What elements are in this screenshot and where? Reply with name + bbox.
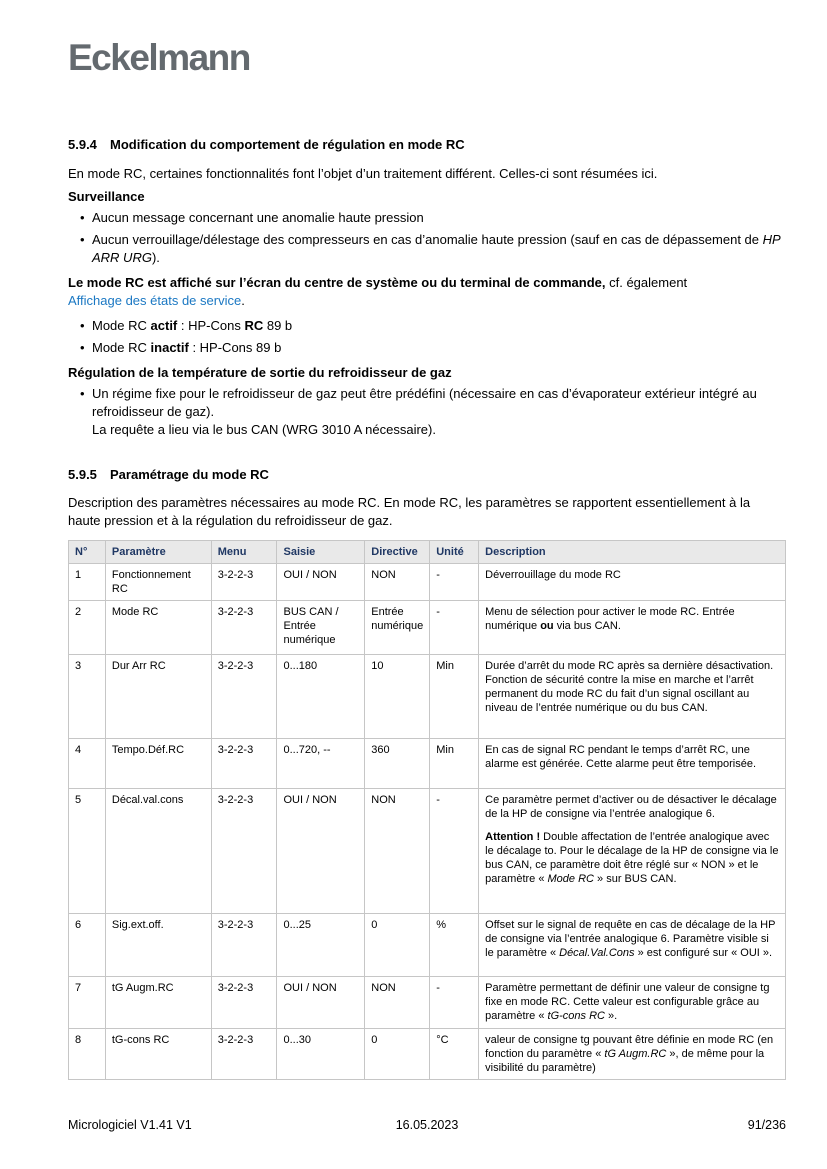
surveillance-list xyxy=(68,209,786,267)
section-594-heading xyxy=(68,136,786,154)
mode-rc-list xyxy=(68,317,786,357)
table-row xyxy=(69,789,786,914)
cell-param: tG-cons RC xyxy=(105,1029,211,1080)
cell-directive: Entrée numérique xyxy=(365,601,430,655)
cell-saisie: OUI / NON xyxy=(277,789,365,914)
bullet-text: Mode RC actif : HP-Cons RC 89 b xyxy=(92,318,293,333)
affichage-etats-service-link[interactable]: Affichage des états de service xyxy=(68,293,242,308)
cell-menu: 3-2-2-3 xyxy=(211,655,277,739)
column-header: Unité xyxy=(430,541,479,564)
description-paragraph: Déverrouillage du mode RC xyxy=(485,569,621,581)
cell-unite: Min xyxy=(430,655,479,739)
list-item xyxy=(68,317,786,335)
cell-description xyxy=(479,914,786,977)
cell-description xyxy=(479,977,786,1029)
regulation-heading: Régulation de la température de sortie du refroidisseur de gaz xyxy=(68,365,452,380)
list-item xyxy=(68,231,786,267)
section-594-intro: En mode RC, certaines fonctionnalités font l’objet d’un traitement différent. Celles-ci sont résumées ici. xyxy=(68,166,658,181)
description-paragraph: Durée d’arrêt du mode RC après sa dernière désactivation. Fonction de sécurité contre la mise en marche et l’arrêt permanent du mode RC du fait d’un signal oscillant au niveau de l’entrée numérique ou du bus CAN. xyxy=(485,660,774,714)
cell-num: 5 xyxy=(69,789,106,914)
table-row xyxy=(69,564,786,601)
description-paragraph: Ce paramètre permet d’activer ou de désactiver le décalage de la HP de consigne via l’entrée analogique 6. xyxy=(485,794,777,820)
rc-display-paragraph xyxy=(68,274,786,310)
eckelmann-logo: Eckelmann xyxy=(68,37,250,78)
footer-firmware-version: Micrologiciel V1.41 V1 xyxy=(68,1118,192,1132)
cell-menu: 3-2-2-3 xyxy=(211,739,277,789)
cell-directive: 0 xyxy=(365,1029,430,1080)
cell-num: 6 xyxy=(69,914,106,977)
description-paragraph: Attention ! Double affectation de l’entrée analogique avec le décalage to. Pour le décalage de la HP de consigne via le bus CAN, ce paramètre doit être réglé sur « NON » et le paramètre « Mode RC » sur BUS CAN. xyxy=(485,831,779,885)
cell-menu: 3-2-2-3 xyxy=(211,601,277,655)
cell-unite: - xyxy=(430,789,479,914)
bullet-text: Aucun message concernant une anomalie haute pression xyxy=(92,210,424,225)
page-content xyxy=(68,0,786,1080)
cell-description xyxy=(479,739,786,789)
display-line: Le mode RC est affiché sur l’écran du centre de système ou du terminal de commande, cf. également xyxy=(68,275,688,290)
cell-param: Tempo.Déf.RC xyxy=(105,739,211,789)
cell-menu: 3-2-2-3 xyxy=(211,789,277,914)
header-row xyxy=(69,541,786,564)
bullet-text: La requête a lieu via le bus CAN (WRG 3010 A nécessaire). xyxy=(92,422,436,437)
cell-directive: NON xyxy=(365,977,430,1029)
page-footer xyxy=(68,1118,786,1138)
cell-unite: - xyxy=(430,977,479,1029)
section-title: Paramétrage du mode RC xyxy=(110,467,269,482)
table-row xyxy=(69,914,786,977)
cell-saisie: 0...30 xyxy=(277,1029,365,1080)
cell-menu: 3-2-2-3 xyxy=(211,564,277,601)
list-item xyxy=(68,385,786,439)
table-header xyxy=(69,541,786,564)
cell-num: 2 xyxy=(69,601,106,655)
section-595-heading xyxy=(68,466,786,484)
cell-param: Fonctionnement RC xyxy=(105,564,211,601)
section-title: Modification du comportement de régulation en mode RC xyxy=(110,137,465,152)
cell-saisie: BUS CAN / Entrée numérique xyxy=(277,601,365,655)
section-number: 5.9.5 xyxy=(68,467,97,482)
cell-unite: % xyxy=(430,914,479,977)
description-paragraph: Paramètre permettant de définir une valeur de consigne tg fixe en mode RC. Cette valeur est configurable grâce au paramètre « tG-cons RC ». xyxy=(485,982,770,1022)
description-paragraph: Menu de sélection pour activer le mode RC. Entrée numérique ou via bus CAN. xyxy=(485,606,735,632)
section-595-intro: Description des paramètres nécessaires au mode RC. En mode RC, les paramètres se rapportent essentiellement à la haute pression et à la régulation du refroidisseur de gaz. xyxy=(68,495,751,528)
cell-param: Décal.val.cons xyxy=(105,789,211,914)
column-header: Description xyxy=(479,541,786,564)
bullet-text: Aucun verrouillage/délestage des compresseurs en cas d’anomalie haute pression (sauf en cas de dépassement de HP ARR URG). xyxy=(92,232,781,265)
column-header: Saisie xyxy=(277,541,365,564)
cell-unite: °C xyxy=(430,1029,479,1080)
cell-saisie: 0...25 xyxy=(277,914,365,977)
table-row xyxy=(69,601,786,655)
column-header: Paramètre xyxy=(105,541,211,564)
description-paragraph: Offset sur le signal de requête en cas de décalage de la HP de consigne via l’entrée analogique 6. Paramètre visible si le paramètre « Décal.Val.Cons » est configuré sur « OUI ». xyxy=(485,919,776,959)
cell-unite: - xyxy=(430,564,479,601)
table-row xyxy=(69,655,786,739)
cell-saisie: 0...720, -- xyxy=(277,739,365,789)
cell-num: 7 xyxy=(69,977,106,1029)
cell-saisie: OUI / NON xyxy=(277,977,365,1029)
cell-saisie: OUI / NON xyxy=(277,564,365,601)
surveillance-heading: Surveillance xyxy=(68,189,145,204)
footer-page-number: 91/236 xyxy=(747,1118,786,1132)
column-header: Menu xyxy=(211,541,277,564)
list-item xyxy=(68,339,786,357)
bullet-text: • Un régime fixe pour le refroidisseur de gaz peut être prédéfini (nécessaire en cas d’évaporateur extérieur intégré au refroidisseur de gaz). xyxy=(92,386,757,419)
cell-param: tG Augm.RC xyxy=(105,977,211,1029)
table-row xyxy=(69,739,786,789)
column-header: N° xyxy=(69,541,106,564)
cell-param: Sig.ext.off. xyxy=(105,914,211,977)
column-header: Directive xyxy=(365,541,430,564)
cell-unite: - xyxy=(430,601,479,655)
link-suffix: . xyxy=(241,293,245,308)
cell-menu: 3-2-2-3 xyxy=(211,977,277,1029)
cell-menu: 3-2-2-3 xyxy=(211,914,277,977)
cell-description xyxy=(479,789,786,914)
cell-num: 3 xyxy=(69,655,106,739)
cell-description xyxy=(479,564,786,601)
cell-param: Mode RC xyxy=(105,601,211,655)
section-number: 5.9.4 xyxy=(68,137,97,152)
cell-directive: 10 xyxy=(365,655,430,739)
cell-num: 8 xyxy=(69,1029,106,1080)
table-body xyxy=(69,564,786,1080)
parameters-table xyxy=(68,540,786,1080)
description-paragraph: En cas de signal RC pendant le temps d’arrêt RC, une alarme est générée. Cette alarme peut être temporisée. xyxy=(485,744,757,770)
cell-directive: 0 xyxy=(365,914,430,977)
cell-description xyxy=(479,655,786,739)
footer-date: 16.05.2023 xyxy=(395,1118,459,1132)
cell-description xyxy=(479,1029,786,1080)
cell-saisie: 0...180 xyxy=(277,655,365,739)
cell-num: 4 xyxy=(69,739,106,789)
table-row xyxy=(69,977,786,1029)
cell-menu: 3-2-2-3 xyxy=(211,1029,277,1080)
cell-num: 1 xyxy=(69,564,106,601)
cell-directive: NON xyxy=(365,789,430,914)
regulation-list xyxy=(68,385,786,439)
cell-description xyxy=(479,601,786,655)
description-paragraph: valeur de consigne tg pouvant être définie en mode RC (en fonction du paramètre « tG Augm.RC », de même pour la visibilité du paramètre) xyxy=(485,1034,774,1074)
bullet-text: Mode RC inactif : HP-Cons 89 b xyxy=(92,340,282,355)
table-row xyxy=(69,1029,786,1080)
list-item xyxy=(68,209,786,227)
cell-directive: 360 xyxy=(365,739,430,789)
cell-param: Dur Arr RC xyxy=(105,655,211,739)
cell-unite: Min xyxy=(430,739,479,789)
cell-directive: NON xyxy=(365,564,430,601)
